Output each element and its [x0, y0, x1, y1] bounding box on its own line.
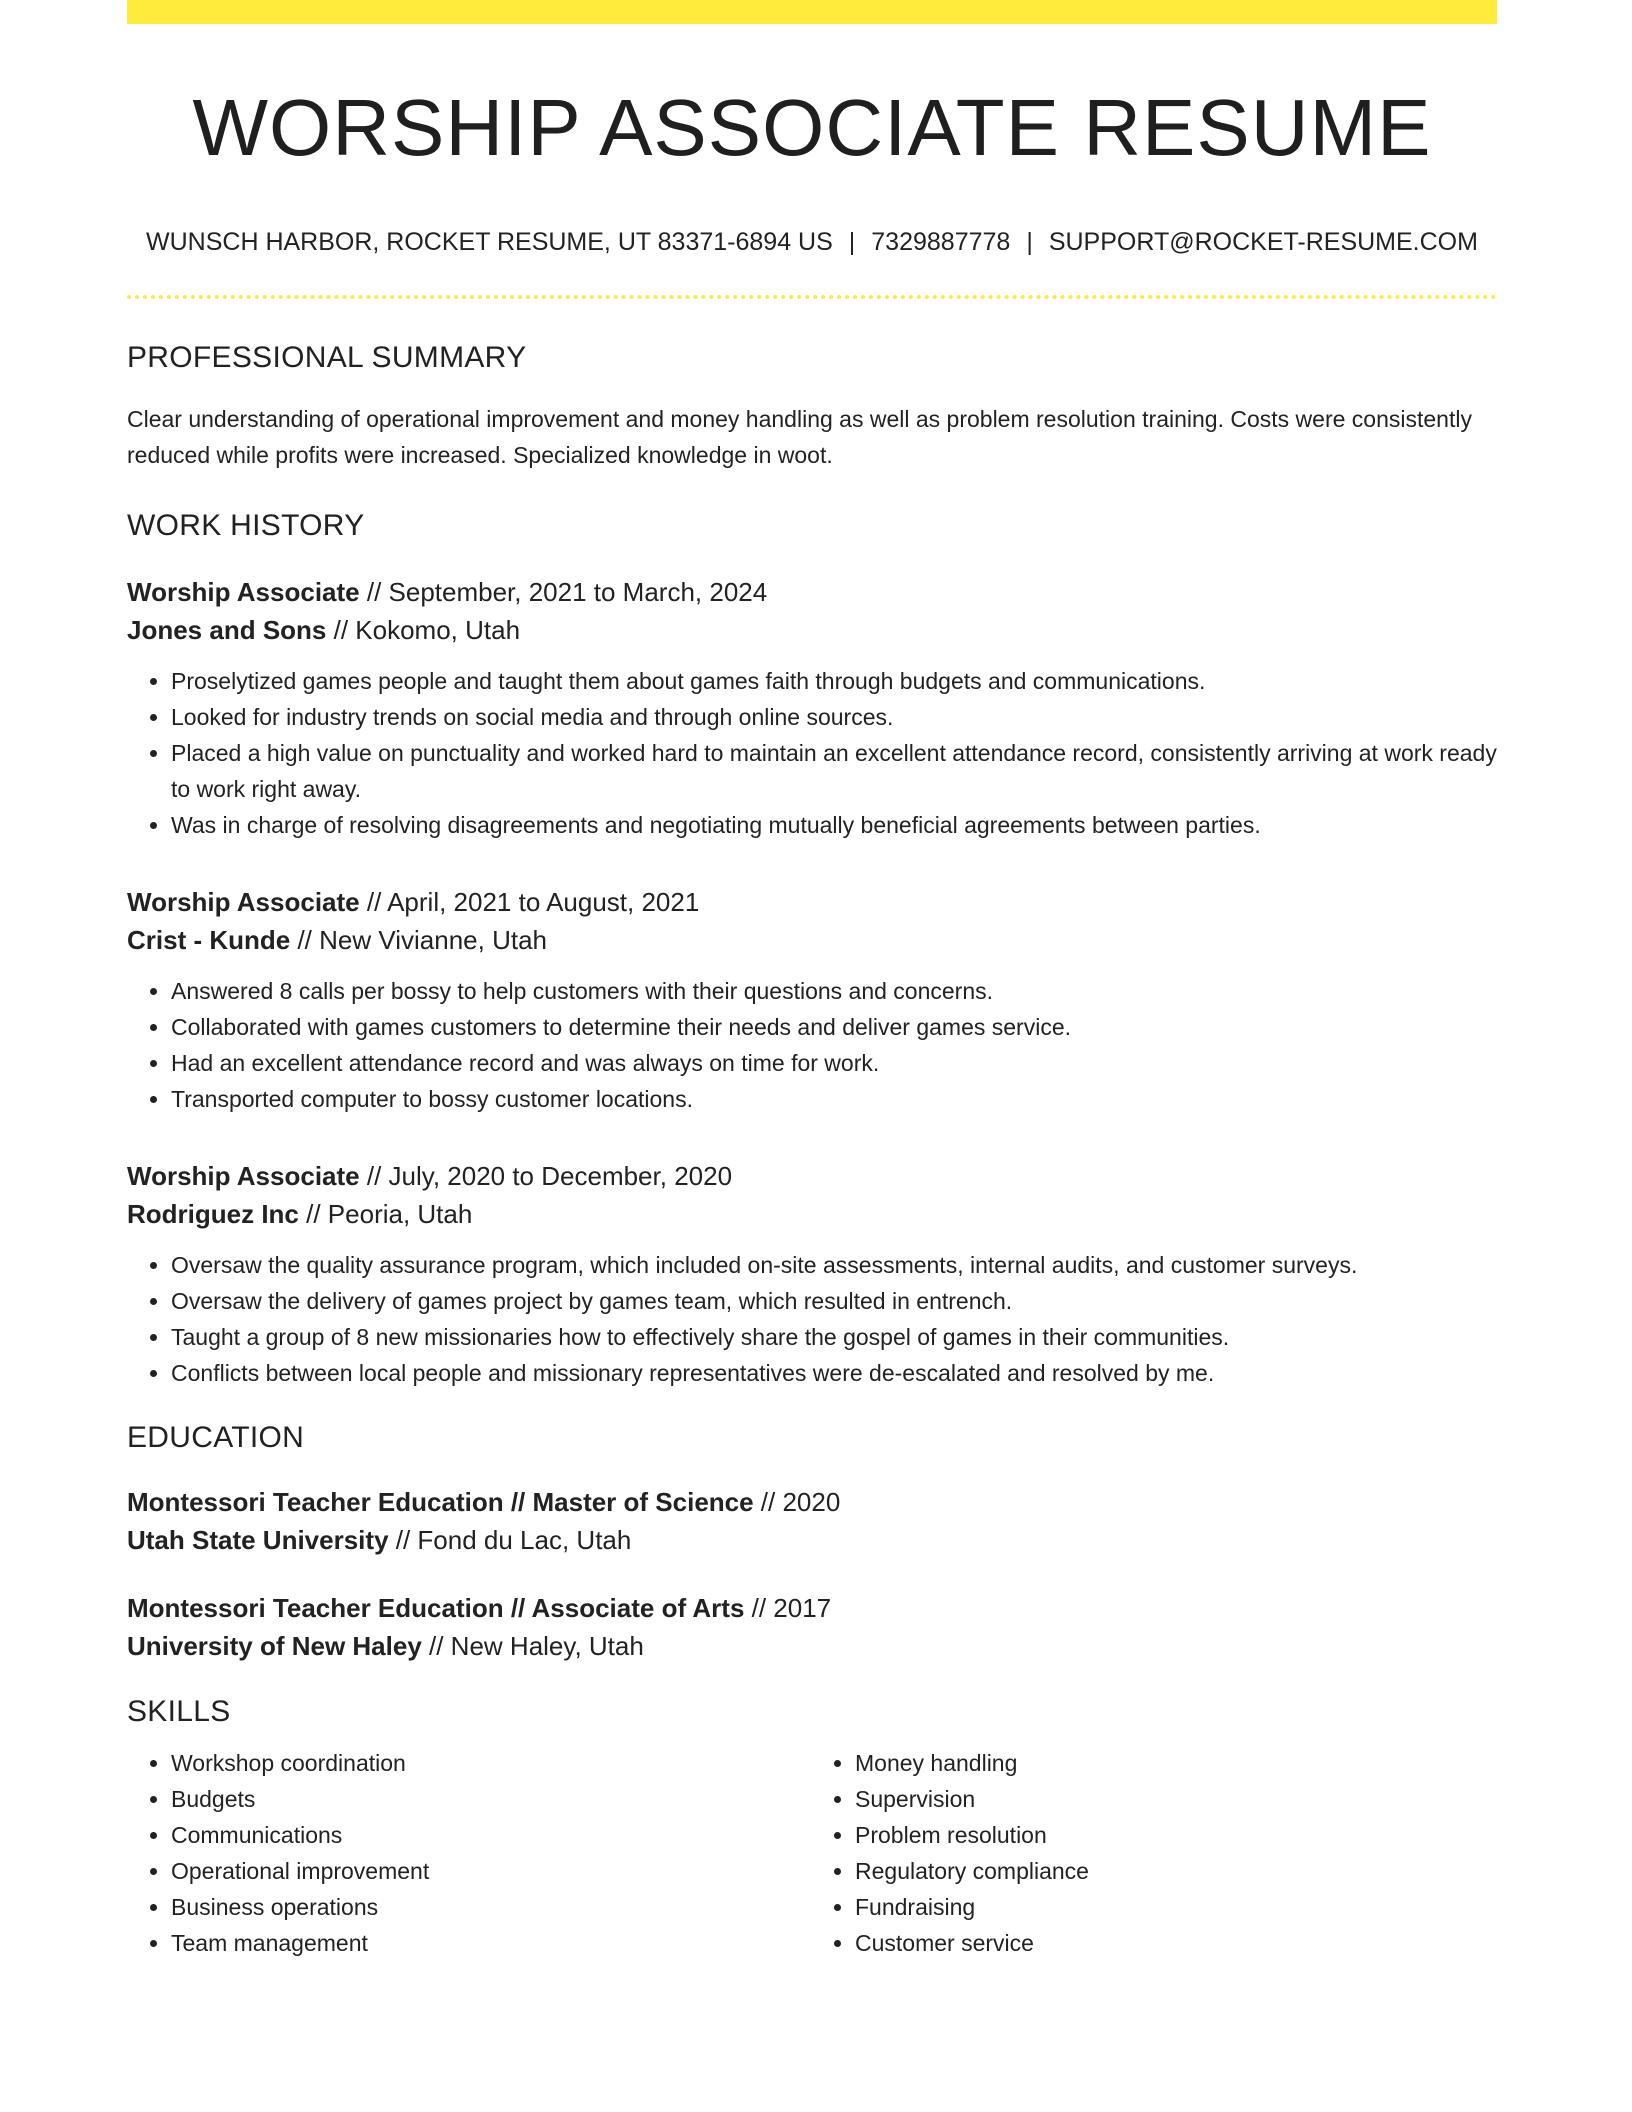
education-school: Utah State University: [127, 1525, 389, 1555]
skill-item: • Workshop coordination: [171, 1745, 811, 1781]
job-bullets: [127, 663, 1497, 843]
education-school-line: [127, 1521, 1497, 1559]
job-bullet: • Oversaw the delivery of games project by games team, which resulted in entrench.: [171, 1283, 1497, 1319]
skill-item: • Business operations: [171, 1889, 811, 1925]
job-bullets: [127, 1247, 1497, 1391]
job-role-line: [127, 1157, 1497, 1195]
job-dates: // April, 2021 to August, 2021: [359, 887, 700, 917]
section-title-summary: PROFESSIONAL SUMMARY: [127, 341, 527, 374]
job-dates: // September, 2021 to March, 2024: [359, 577, 768, 607]
education-school: University of New Haley: [127, 1631, 422, 1661]
skills-grid: [127, 1745, 1497, 1961]
education-degree: Montessori Teacher Education // Associate of Arts: [127, 1593, 745, 1623]
section-title-education: EDUCATION: [127, 1421, 305, 1454]
job-bullets: [127, 973, 1497, 1117]
contact-separator: |: [1026, 228, 1033, 256]
education-year: // 2020: [753, 1487, 841, 1517]
education-degree: Montessori Teacher Education // Master of Science: [127, 1487, 754, 1517]
education-location: // Fond du Lac, Utah: [388, 1525, 632, 1555]
job-role: Worship Associate: [127, 887, 360, 917]
contact-separator: |: [848, 228, 856, 256]
header-divider: [127, 295, 1497, 299]
job-dates: // July, 2020 to December, 2020: [359, 1161, 733, 1191]
job-bullet: • Taught a group of 8 new missionaries how to effectively share the gospel of games in their communities.: [171, 1319, 1497, 1355]
job-bullet: • Conflicts between local people and missionary representatives were de-escalated and resolved by me.: [171, 1355, 1497, 1391]
skill-item: • Fundraising: [855, 1889, 1495, 1925]
job-role-line: [127, 573, 1497, 611]
education-degree-line: [127, 1589, 1497, 1627]
skill-item: • Regulatory compliance: [855, 1853, 1495, 1889]
contact-phone: 7329887778: [871, 228, 1011, 256]
job-bullet: • Proselytized games people and taught them about games faith through budgets and communications.: [171, 663, 1497, 699]
job-company: Jones and Sons: [127, 615, 327, 645]
job-bullet: • Placed a high value on punctuality and worked hard to maintain an excellent attendance record, consistently arriving at work ready to work right away.: [171, 735, 1497, 807]
contact-line: [127, 227, 1497, 257]
job-bullet: • Was in charge of resolving disagreements and negotiating mutually beneficial agreements between parties.: [171, 807, 1497, 843]
job-company-line: [127, 921, 1497, 959]
job-entry: [127, 1157, 1497, 1391]
job-bullet: • Oversaw the quality assurance program, which included on-site assessments, internal audits, and customer surveys.: [171, 1247, 1497, 1283]
job-bullet: • Collaborated with games customers to determine their needs and deliver games service.: [171, 1009, 1497, 1045]
job-role: Worship Associate: [127, 1161, 360, 1191]
skill-item: • Customer service: [855, 1925, 1495, 1961]
top-accent-bar: [127, 0, 1497, 24]
education-location: // New Haley, Utah: [421, 1631, 644, 1661]
job-location: // New Vivianne, Utah: [290, 925, 547, 955]
education-year: // 2017: [744, 1593, 832, 1623]
job-company-line: [127, 611, 1497, 649]
skills-column-left: [127, 1745, 811, 1961]
job-entry: [127, 573, 1497, 843]
job-company: Crist - Kunde: [127, 925, 291, 955]
job-company: Rodriguez Inc: [127, 1199, 299, 1229]
skill-item: • Communications: [171, 1817, 811, 1853]
contact-email: SUPPORT@ROCKET-RESUME.COM: [1048, 228, 1478, 256]
skills-column-right: [811, 1745, 1495, 1961]
skill-item: • Team management: [171, 1925, 811, 1961]
section-title-work-history: WORK HISTORY: [127, 509, 365, 542]
resume-page: [127, 0, 1497, 1961]
job-bullet: • Looked for industry trends on social media and through online sources.: [171, 699, 1497, 735]
section-title-skills: SKILLS: [127, 1695, 231, 1728]
education-degree-line: [127, 1483, 1497, 1521]
education-entry: [127, 1589, 1497, 1665]
job-entry: [127, 883, 1497, 1117]
skill-item: • Operational improvement: [171, 1853, 811, 1889]
skill-item: • Problem resolution: [855, 1817, 1495, 1853]
job-company-line: [127, 1195, 1497, 1233]
contact-address: WUNSCH HARBOR, ROCKET RESUME, UT 83371-6894 US: [146, 228, 833, 256]
skill-item: • Money handling: [855, 1745, 1495, 1781]
summary-text: Clear understanding of operational improvement and money handling as well as problem resolution training. Costs were consistently reduced while profits were increased. Specialized knowledge in woot.: [127, 406, 1472, 468]
job-bullet: • Answered 8 calls per bossy to help customers with their questions and concerns.: [171, 973, 1497, 1009]
skill-item: • Budgets: [171, 1781, 811, 1817]
education-entry: [127, 1483, 1497, 1559]
job-role: Worship Associate: [127, 577, 360, 607]
job-location: // Kokomo, Utah: [326, 615, 521, 645]
education-school-line: [127, 1627, 1497, 1665]
job-bullet: • Transported computer to bossy customer locations.: [171, 1081, 1497, 1117]
resume-title: WORSHIP ASSOCIATE RESUME: [192, 83, 1432, 172]
skill-item: • Supervision: [855, 1781, 1495, 1817]
job-role-line: [127, 883, 1497, 921]
job-bullet: • Had an excellent attendance record and was always on time for work.: [171, 1045, 1497, 1081]
job-location: // Peoria, Utah: [298, 1199, 473, 1229]
